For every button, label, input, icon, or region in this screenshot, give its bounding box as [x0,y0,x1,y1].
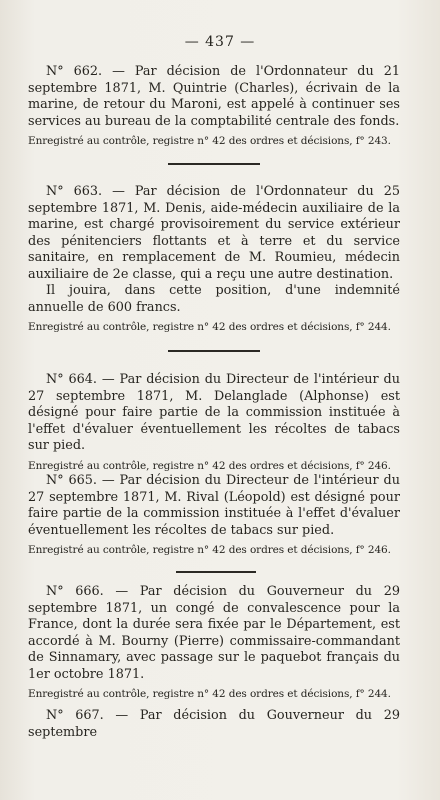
entry-body [28,372,400,455]
decision-entry-664 [28,372,400,473]
entry-paragraph: N° 664. — Par décision du Directeur de l'intérieur du 27 septembre 1871, M. Delanglade (Alphonse) est désigné pour faire partie de la commission instituée à l'effet d'évaluer éventuellement les récoltes de tabacs sur pied. [28,372,400,453]
entry-body [28,584,400,683]
entry-body [28,64,400,130]
entry-body [28,184,400,316]
entry-body [28,473,400,539]
section-divider [168,350,260,352]
registration-note: Enregistré au contrôle, registre n° 42 des ordres et décisions, f° 246. [28,544,391,556]
entry-body [28,708,400,741]
decision-entry-667 [28,708,400,741]
entry-paragraph: N° 662. — Par décision de l'Ordonnateur du 21 septembre 1871, M. Quintrie (Charles), écrivain de la marine, de retour du Maroni, est appelé à continuer ses services au bureau de la comptabilité centrale des fonds. [28,64,400,129]
decision-entry-663 [28,184,400,334]
registration-note: Enregistré au contrôle, registre n° 42 des ordres et décisions, f° 246. [28,459,391,472]
entry-paragraph: Il jouira, dans cette position, d'une indemnité annuelle de 600 francs. [28,283,400,315]
registration-note: Enregistré au contrôle, registre n° 42 des ordres et décisions, f° 243. [28,135,391,147]
registration-note: Enregistré au contrôle, registre n° 42 des ordres et décisions, f° 244. [28,688,391,700]
decision-entry-665 [28,473,400,557]
decision-entry-666 [28,584,400,701]
entry-paragraph: N° 663. — Par décision de l'Ordonnateur du 25 septembre 1871, M. Denis, aide-médecin auxiliaire de la marine, est chargé provisoirement du service extérieur des pénitenciers flottants et à terre et du service sanitaire, en remplacement de M. Roumieu, médecin auxiliaire de 2e classe, qui a reçu une autre destination. [28,184,400,282]
entry-paragraph: N° 667. — Par décision du Gouverneur du 29 septembre [28,708,400,740]
decision-entry-662 [28,64,400,148]
registration-note: Enregistré au contrôle, registre n° 42 des ordres et décisions, f° 244. [28,321,391,333]
entry-paragraph: N° 665. — Par décision du Directeur de l'intérieur du 27 septembre 1871, M. Rival (Léopold) est désigné pour faire partie de la commission instituée à l'effet d'évaluer éventuellement les récoltes de tabacs sur pied. [28,473,400,538]
page-number: — 437 — [184,34,256,50]
section-divider [168,163,260,165]
entry-paragraph: N° 666. — Par décision du Gouverneur du 29 septembre 1871, un congé de convalescence pour la France, dont la durée sera fixée par le Département, est accordé à M. Bourny (Pierre) commissaire-commandant de Sinnamary, avec passage sur le paquebot français du 1er octobre 1871. [28,584,400,682]
section-divider [176,571,256,573]
